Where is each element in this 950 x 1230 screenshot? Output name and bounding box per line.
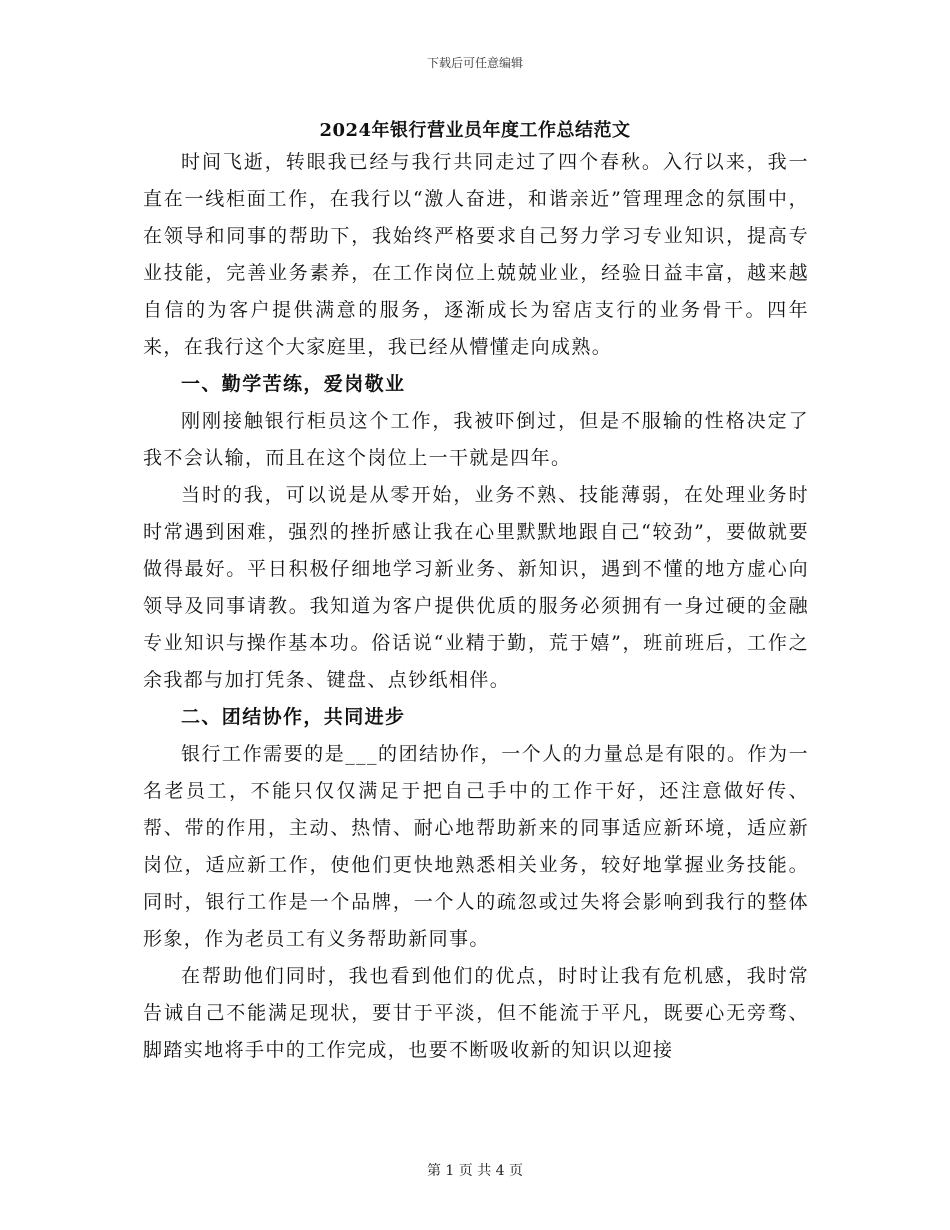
- document-body: [143, 144, 809, 1069]
- section-heading-1: 一、勤学苦练，爱岗敬业: [181, 373, 406, 395]
- paragraph-intro: 时间飞逝，转眼我已经与我行共同走过了四个春秋。入行以来，我一直在一线柜面工作，在我行以“激人奋进，和谐亲近”管理理念的氛围中，在领导和同事的帮助下，我始终严格要求自己努力学习专业知识，提高专业技能，完善业务素养，在工作岗位上兢兢业业，经验日益丰富，越来越自信的为客户提供满意的服务，逐渐成长为窑店支行的业务骨干。四年来，在我行这个大家庭里，我已经从懵懂走向成熟。: [143, 151, 809, 358]
- paragraph-1: 刚刚接触银行柜员这个工作，我被吓倒过，但是不服输的性格决定了我不会认输，而且在这个岗位上一干就是四年。: [143, 410, 809, 469]
- section-heading-2: 二、团结协作，共同进步: [181, 706, 406, 728]
- paragraph-4: 在帮助他们同时，我也看到他们的优点，时时让我有危机感，我时常告诫自己不能满足现状，要甘于平淡，但不能流于平凡，既要心无旁骛、脚踏实地将手中的工作完成，也要不断吸收新的知识以迎接: [143, 965, 809, 1061]
- paragraph-3: 银行工作需要的是___的团结协作，一个人的力量总是有限的。作为一名老员工，不能只仅仅满足于把自己手中的工作干好，还注意做好传、帮、带的作用，主动、热情、耐心地帮助新来的同事适应新环境，适应新岗位，适应新工作，使他们更快地熟悉相关业务，较好地掌握业务技能。同时，银行工作是一个品牌，一个人的疏忽或过失将会影响到我行的整体形象，作为老员工有义务帮助新同事。: [143, 743, 809, 950]
- paragraph-2: 当时的我，可以说是从零开始，业务不熟、技能薄弱，在处理业务时时常遇到困难，强烈的挫折感让我在心里默默地跟自己“较劲”，要做就要做得最好。平日积极仔细地学习新业务、新知识，遇到不懂的地方虚心向领导及同事请教。我知道为客户提供优质的服务必须拥有一身过硬的金融专业知识与操作基本功。俗话说“业精于勤，荒于嬉”，班前班后，工作之余我都与加打凭条、键盘、点钞纸相伴。: [143, 484, 809, 691]
- page-number: 第 1 页 共 4 页: [426, 1163, 524, 1179]
- document-title: 2024年银行营业员年度工作总结范文: [319, 120, 631, 141]
- header-note: 下载后可任意编辑: [426, 56, 523, 70]
